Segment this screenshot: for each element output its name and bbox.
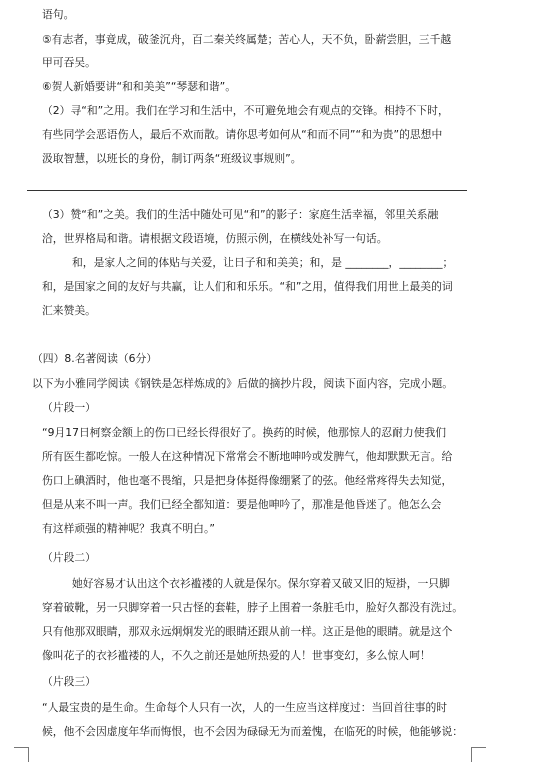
text-line: ⑤有志者，事竟成，破釜沉舟，百二秦关终属楚；苦心人，天不负，卧薪尝胆，三千越 xyxy=(42,33,452,46)
text-line: 甲可吞吴。 xyxy=(42,56,96,69)
question-2-line: （2）寻“和”之用。我们在学习和生活中，不可避免地会有观点的交锋。相持不下时， xyxy=(42,104,449,117)
text-line: 她好容易才认出这个衣衫褴褛的人就是保尔。保尔穿着又破又旧的短褂，一只脚 xyxy=(72,577,450,590)
section-intro: 以下为小雅同学阅读《钢铁是怎样炼成的》后做的摘抄片段，阅读下面内容，完成小题。 xyxy=(32,377,454,390)
text-line: 所有医生都吃惊。一般人在这种情况下常常会不断地呻吟或发脾气，他却默默无言。给 xyxy=(42,450,453,463)
text-line: 但是从来不叫一声。我们已经全都知道：要是他呻吟了，那准是他昏迷了。他怎么会 xyxy=(42,498,442,511)
fragment-label: （片段一） xyxy=(42,401,96,414)
page-corner-mark xyxy=(471,747,486,762)
text-line: 汲取智慧，以班长的身份，制订两条“班级议事规则”。 xyxy=(42,152,302,165)
text-line: ⑥贺人新婚要讲“和和美美”“琴瑟和谐”。 xyxy=(42,80,237,93)
question-3-line: （3）赞“和”之美。我们的生活中随处可见“和”的影子：家庭生活幸福，邻里关系融 xyxy=(42,208,439,221)
text-line: 语句。 xyxy=(42,8,75,21)
text-line: 洽，世界格局和谐。请根据文段语境，仿照示例，在横线处补写一句话。 xyxy=(42,232,388,245)
text-line: 和，是国家之间的友好与共赢，让人们和和乐乐。“和”之用，值得我们用世上最美的词 xyxy=(42,280,453,293)
text-line: 有这样顽强的精神呢？我真不明白。” xyxy=(42,522,215,535)
fill-blank-line: 和，是家人之间的体贴与关爱，让日子和和美美；和，是 ________，________； xyxy=(72,256,454,269)
text-line: 穿着破靴，另一只脚穿着一只古怪的套鞋，脖子上围着一条脏毛巾，脸好久都没有洗过。 xyxy=(42,601,464,614)
text-line: 有些同学会恶语伤人，最后不欢而散。请你思考如何从“和而不同”“和为贵”的思想中 xyxy=(42,128,443,141)
answer-divider xyxy=(27,190,467,191)
section-heading: （四）8.名著阅读（6分） xyxy=(32,352,158,365)
text-line: “9月17日柯察金额上的伤口已经长得很好了。换药的时候，他那惊人的忍耐力使我们 xyxy=(42,426,447,439)
text-line: 只有他那双眼睛，那双永远炯炯发光的眼睛还跟从前一样。这正是他的眼睛。就是这个 xyxy=(42,625,453,638)
text-line: 伤口上碘酒时，他也毫不畏缩，只是把身体挺得像绷紧了的弦。他经常疼得失去知觉， xyxy=(42,474,453,487)
text-line: 候，他不会因虚度年华而悔恨，也不会因为碌碌无为而羞愧，在临死的时候，他能够说： xyxy=(42,725,464,738)
text-line: “人最宝贵的是生命。生命每个人只有一次，人的一生应当这样度过：当回首往事的时 xyxy=(42,701,448,714)
page-corner-mark xyxy=(14,747,29,762)
fragment-label: （片段二） xyxy=(42,551,96,564)
fragment-label: （片段三） xyxy=(42,675,96,688)
text-line: 汇来赞美。 xyxy=(42,304,96,317)
text-line: 像叫花子的衣衫褴褛的人，不久之前还是她所热爱的人！世事变幻，多么惊人呵！ xyxy=(42,649,431,662)
